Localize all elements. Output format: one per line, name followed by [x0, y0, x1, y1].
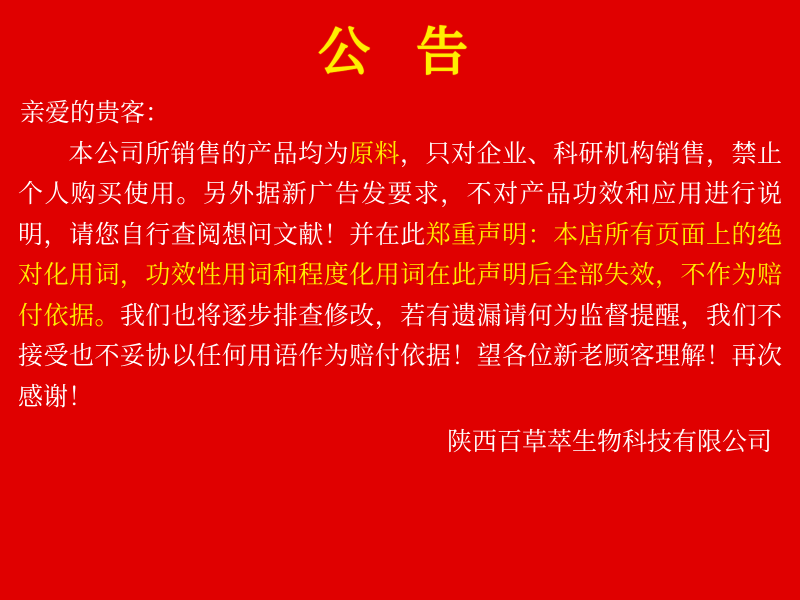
page-title: 公 告 [317, 23, 483, 83]
body-highlight-raw-material: 原料 [348, 138, 400, 168]
body-segment-1: 本公司所销售的产品均为 [68, 138, 349, 168]
salutation-text: 亲爱的贵客： [20, 98, 171, 128]
body-segment-5: 我们也将逐步排查修改，若有遗漏请何为监督提醒，我们不接受也不妥协以任何用语作为赔付依据！望各位新老顾客理解！再次感谢！ [18, 300, 782, 411]
company-signature: 陕西百草萃生物科技有限公司 [446, 427, 772, 457]
body-segment-3: ，只对企业、科研机构销售，禁止个人购买使用。另外据新广告发要求，不对产品功效和应用进行说明，请您自行查阅想问文献！并在此 [18, 138, 782, 249]
body-highlight-statement: 郑重声明：本店所有页面上的绝对化用词，功效性用词和程度化用词在此声明后全部失效，不作为赔付依据。 [18, 219, 782, 330]
announcement-body [18, 134, 782, 418]
